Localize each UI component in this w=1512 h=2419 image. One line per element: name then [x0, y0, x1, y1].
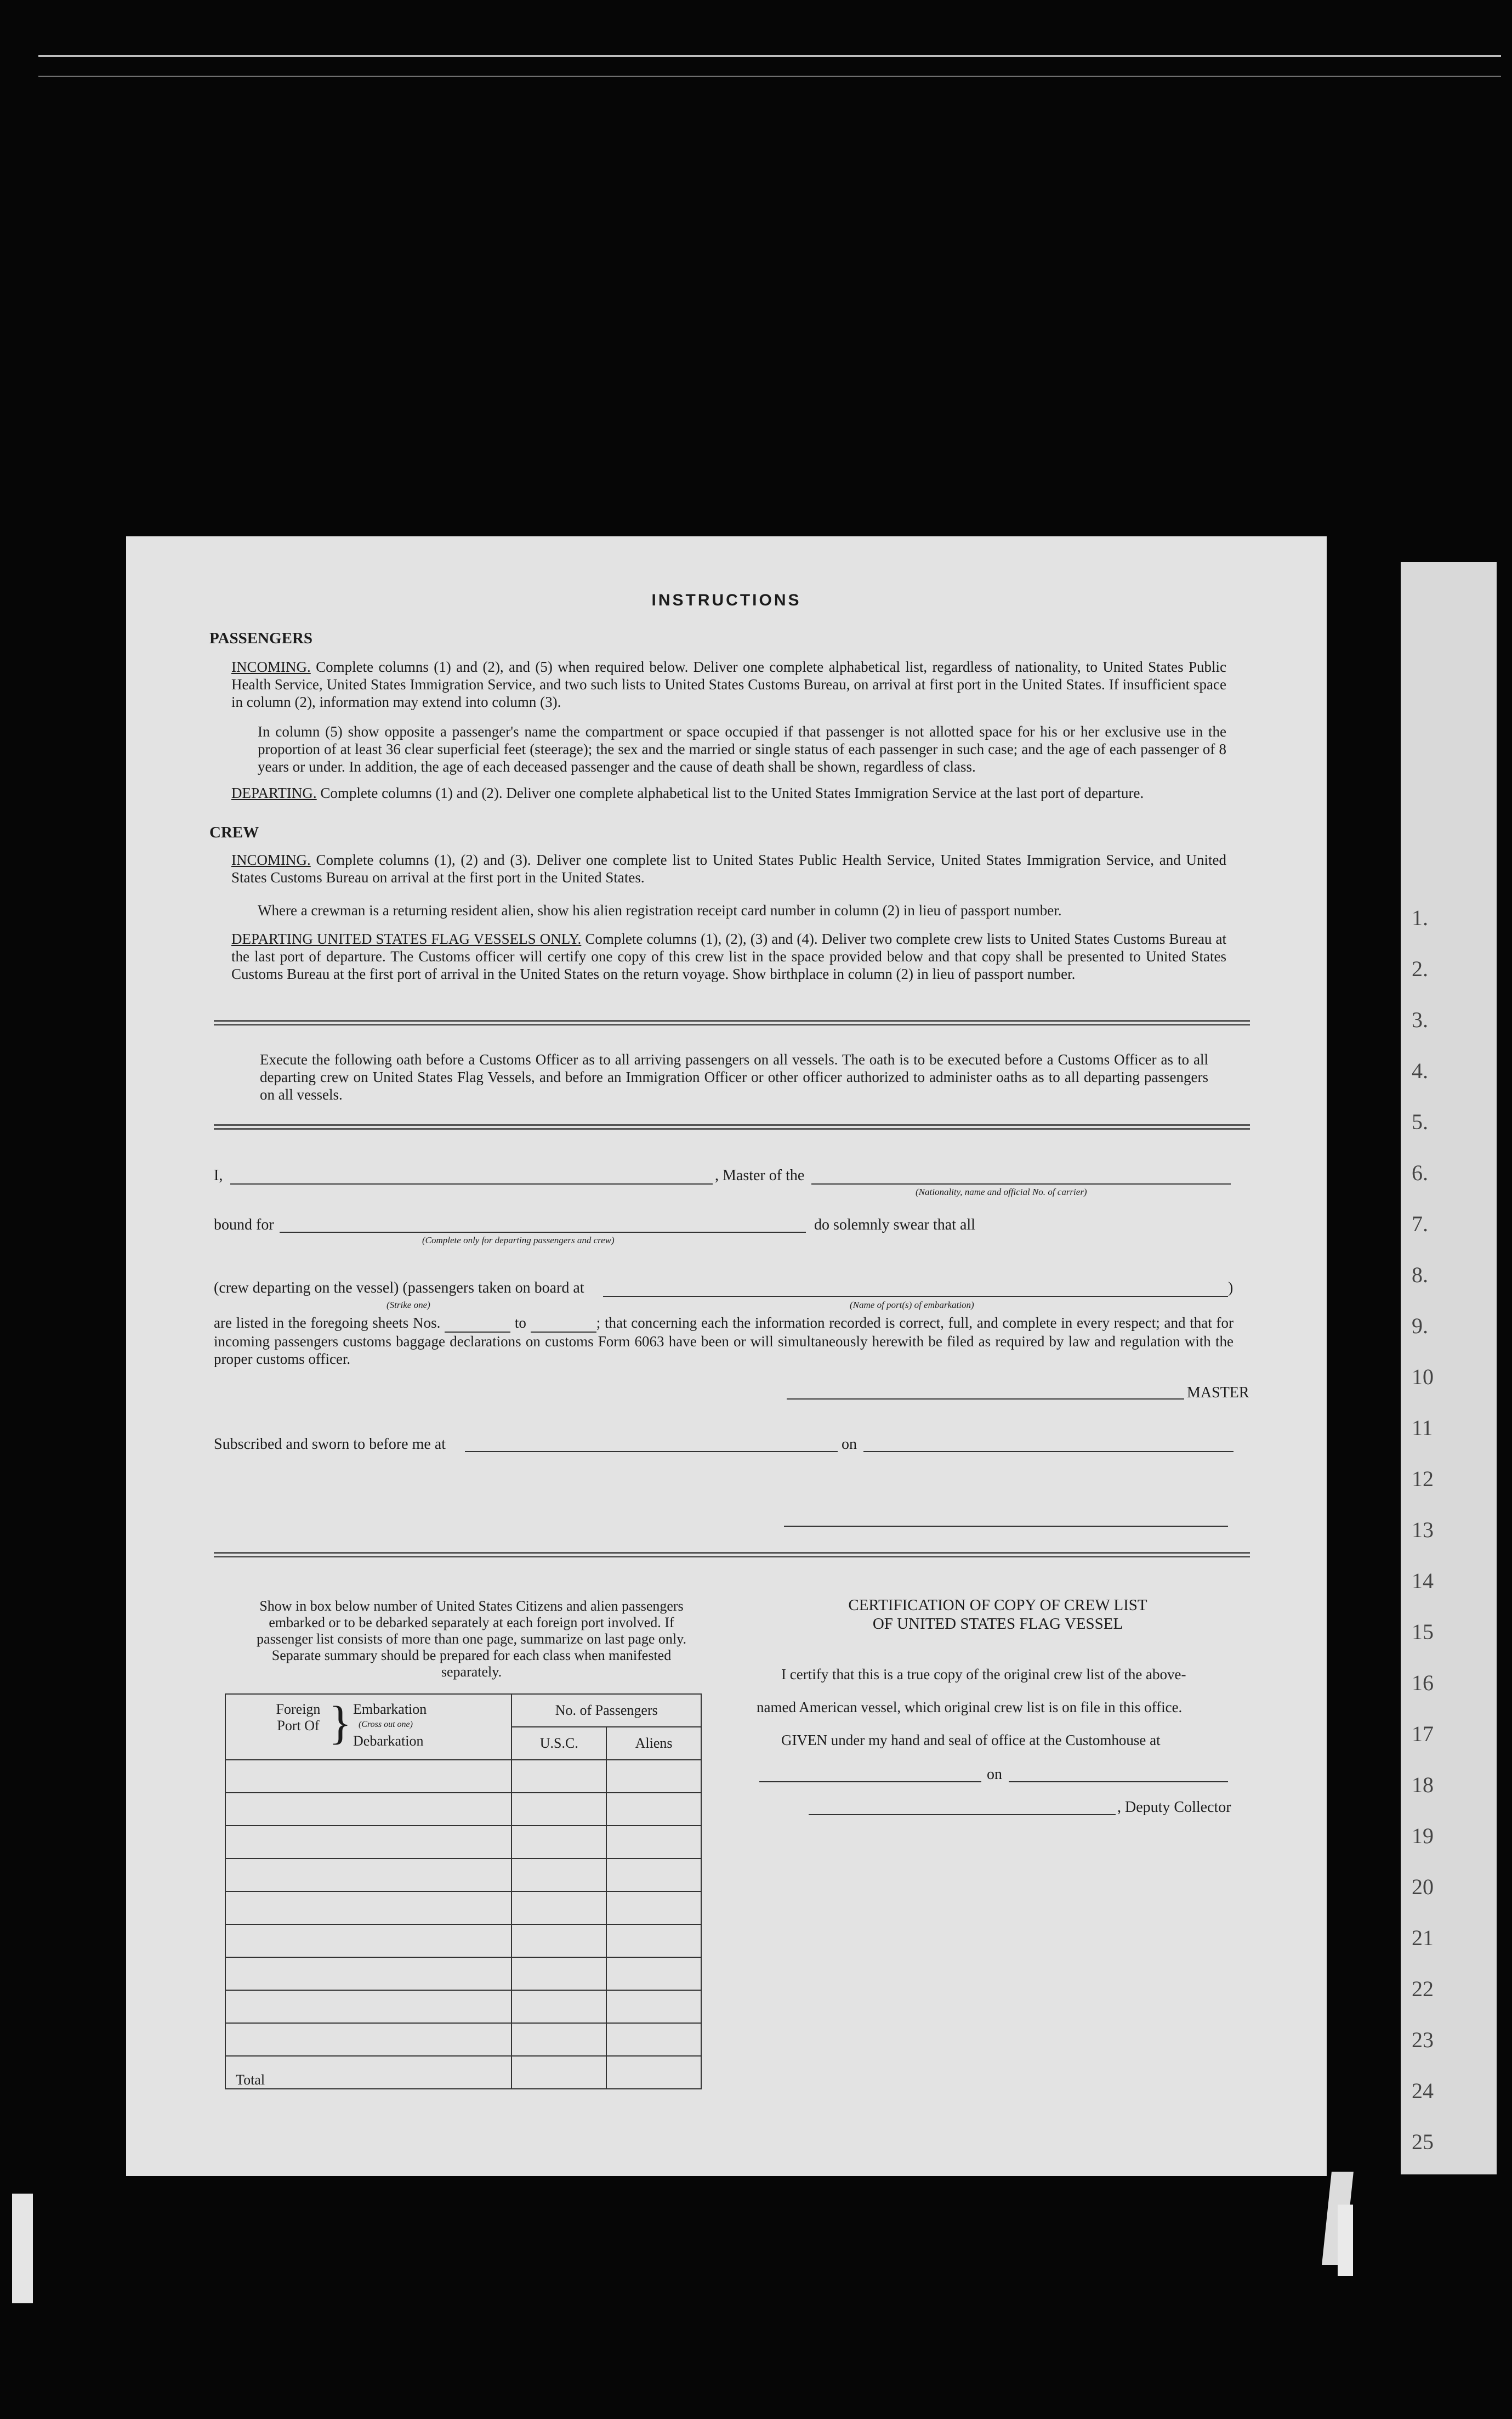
port-cell[interactable]	[225, 1793, 511, 1826]
vessel-field[interactable]	[811, 1183, 1231, 1185]
usc-cell[interactable]	[511, 2023, 606, 2056]
master-signature-field[interactable]	[787, 1398, 1184, 1400]
table-row	[225, 1793, 701, 1826]
side-line-number: 15	[1412, 1619, 1434, 1644]
usc-cell[interactable]	[511, 1793, 606, 1826]
side-line-number: 6.	[1412, 1160, 1428, 1185]
foreign-port-header: Foreign Port Of	[276, 1701, 321, 1733]
officer-signature-field[interactable]	[784, 1526, 1228, 1527]
certification-on-label: on	[987, 1766, 1002, 1783]
side-line-number: 22	[1412, 1976, 1434, 2001]
side-line-number: 1.	[1412, 905, 1428, 930]
crew-passengers-label: (crew departing on the vessel) (passengers taken on board at	[214, 1279, 584, 1296]
certification-line2: named American vessel, which original crew list is on file in this office.	[757, 1699, 1183, 1715]
port-cell[interactable]	[225, 1957, 511, 1990]
aliens-cell[interactable]	[606, 1924, 701, 1957]
side-line-number: 5.	[1412, 1109, 1428, 1134]
crossout-note: (Cross out one)	[359, 1720, 413, 1729]
passengers-incoming-label: INCOMING.	[231, 659, 311, 675]
side-line-number: 17	[1412, 1721, 1434, 1746]
embarkation-header: Embarkation	[353, 1701, 427, 1717]
table-row	[225, 1990, 701, 2023]
usc-cell[interactable]	[511, 1891, 606, 1924]
side-line-number: 16	[1412, 1670, 1434, 1695]
summary-instructions: Show in box below number of United States Citizens and alien passengers embarked or to be debarked separately at each foreign port involved. If passenger list consists of more than one page, summarize on last page only. Separate summary should be prepared for each class when manifested separately.	[257, 1598, 686, 1680]
side-line-number: 7.	[1412, 1211, 1428, 1236]
section-divider	[214, 1124, 1250, 1130]
close-paren: )	[1228, 1279, 1234, 1296]
usc-total-cell[interactable]	[511, 2056, 606, 2089]
master-label: MASTER	[1187, 1384, 1249, 1401]
passengers-departing-text: Complete columns (1) and (2). Deliver one complete alphabetical list to the United States Immigration Service at the last port of departure.	[320, 785, 1144, 801]
side-line-number: 9.	[1412, 1313, 1428, 1338]
crew-incoming-text: Complete columns (1), (2) and (3). Deliver one complete list to United States Public Health Service, United States Immigration Service, and United States Customs Bureau on arrival at the first port in the United States.	[231, 852, 1226, 886]
usc-cell[interactable]	[511, 1826, 606, 1859]
port-cell[interactable]	[225, 1859, 511, 1891]
passengers-departing	[231, 784, 1226, 802]
aliens-cell[interactable]	[606, 1760, 701, 1793]
bound-for-label: bound for	[214, 1216, 274, 1233]
table-row	[225, 1891, 701, 1924]
certification-line3: GIVEN under my hand and seal of office at the Customhouse at	[781, 1732, 1161, 1748]
sworn-on-label: on	[842, 1436, 857, 1453]
port-cell[interactable]	[225, 1891, 511, 1924]
deputy-collector-label: , Deputy Collector	[1117, 1799, 1231, 1816]
side-line-number: 24	[1412, 2078, 1434, 2103]
aliens-cell[interactable]	[606, 2023, 701, 2056]
side-line-number: 13	[1412, 1517, 1434, 1542]
side-line-number: 25	[1412, 2129, 1434, 2154]
aliens-total-cell[interactable]	[606, 2056, 701, 2089]
oath-statement-text: ; that concerning each the information recorded is correct, full, and complete in every respect; and that for incoming passengers customs baggage declarations on customs Form 6063 have been or will simultaneously herewith be filed as required by law and regulation with the proper customs officer.	[214, 1315, 1234, 1367]
side-line-number: 14	[1412, 1568, 1434, 1593]
certification-title-line2: OF UNITED STATES FLAG VESSEL	[872, 1615, 1123, 1633]
table-row	[225, 1957, 701, 1990]
adjacent-page-strip	[1401, 562, 1497, 2174]
table-row	[225, 1760, 701, 1793]
certification-title	[806, 1596, 1190, 1633]
passenger-summary-table	[225, 1693, 702, 2089]
side-line-number: 18	[1412, 1772, 1434, 1797]
side-line-number: 10	[1412, 1364, 1434, 1389]
crew-incoming-label: INCOMING.	[231, 852, 311, 868]
usc-cell[interactable]	[511, 1760, 606, 1793]
section-divider	[214, 1552, 1250, 1557]
sheets-label: are listed in the foregoing sheets Nos.	[214, 1315, 441, 1331]
table-row	[225, 1826, 701, 1859]
side-line-number: 4.	[1412, 1058, 1428, 1083]
page-edge	[12, 2194, 33, 2303]
oath-i-label: I,	[214, 1167, 223, 1184]
table-row	[225, 1859, 701, 1891]
film-top-rule	[38, 55, 1501, 57]
form-page	[126, 536, 1327, 2176]
embarkation-ports-field[interactable]	[603, 1296, 1228, 1297]
bound-for-field[interactable]	[280, 1232, 806, 1233]
aliens-cell[interactable]	[606, 1859, 701, 1891]
ports-caption: (Name of port(s) of embarkation)	[850, 1300, 974, 1310]
total-row	[225, 2056, 701, 2089]
customhouse-field[interactable]	[759, 1781, 981, 1782]
passengers-incoming-text: Complete columns (1) and (2), and (5) when required below. Deliver one complete alphabetical list, regardless of nationality, to United States Public Health Service, United States Immigration Service, and two such lists to United States Customs Bureau, on arrival at first port in the United States. If insufficient space in column (2), information may extend into column (3).	[231, 659, 1227, 710]
side-line-number: 8.	[1412, 1262, 1428, 1287]
bound-for-caption: (Complete only for departing passengers and crew)	[422, 1235, 615, 1245]
side-line-number: 11	[1412, 1415, 1433, 1440]
to-label: to	[514, 1315, 526, 1331]
aliens-cell[interactable]	[606, 1891, 701, 1924]
passengers-incoming	[231, 658, 1226, 711]
section-divider	[214, 1020, 1250, 1026]
side-line-number: 19	[1412, 1823, 1434, 1848]
port-cell[interactable]	[225, 1760, 511, 1793]
aliens-cell[interactable]	[606, 1990, 701, 2023]
film-top-rule-secondary	[38, 76, 1501, 77]
side-line-number: 2.	[1412, 956, 1428, 981]
deputy-signature-field[interactable]	[809, 1814, 1116, 1815]
sworn-date-field[interactable]	[863, 1451, 1234, 1452]
crew-departing-label: DEPARTING UNITED STATES FLAG VESSELS ONLY.	[231, 931, 582, 947]
master-name-field[interactable]	[230, 1183, 713, 1185]
aliens-cell[interactable]	[606, 1793, 701, 1826]
usc-cell[interactable]	[511, 1957, 606, 1990]
passengers-departing-label: DEPARTING.	[231, 785, 317, 801]
side-line-number: 20	[1412, 1874, 1434, 1899]
table-row	[225, 1924, 701, 1957]
aliens-cell[interactable]	[606, 1826, 701, 1859]
page-title: INSTRUCTIONS	[651, 591, 802, 609]
certification-date-field[interactable]	[1009, 1781, 1228, 1782]
crew-alien-text: Where a crewman is a returning resident alien, show his alien registration receipt card number in column (2) in lieu of passport number.	[258, 902, 1062, 919]
master-of-label: , Master of the	[715, 1167, 805, 1184]
total-label: Total	[225, 2056, 511, 2089]
aliens-header: Aliens	[606, 1727, 701, 1760]
port-header-cell	[225, 1694, 511, 1760]
oath-instructions: Execute the following oath before a Customs Officer as to all arriving passengers on all vessels. The oath is to be executed before a Customs Officer as to all departing crew on United States Flag Vessels, and before an Immigration Officer or other officer authorized to administer oaths as to all departing passengers on all vessels.	[260, 1051, 1208, 1103]
port-cell[interactable]	[225, 1924, 511, 1957]
oath-statement	[214, 1314, 1234, 1368]
debarkation-header: Debarkation	[353, 1733, 424, 1749]
usc-cell[interactable]	[511, 1859, 606, 1891]
usc-header: U.S.C.	[511, 1727, 606, 1760]
strike-caption: (Strike one)	[386, 1300, 430, 1310]
port-cell[interactable]	[225, 1990, 511, 2023]
swear-label: do solemnly swear that all	[814, 1216, 975, 1233]
port-cell[interactable]	[225, 2023, 511, 2056]
subscribed-label: Subscribed and sworn to before me at	[214, 1436, 446, 1453]
side-line-number: 12	[1412, 1466, 1434, 1491]
certification-title-line1: CERTIFICATION OF COPY OF CREW LIST	[848, 1596, 1147, 1614]
crew-departing	[231, 930, 1226, 983]
crew-heading: CREW	[209, 824, 259, 841]
table-row	[225, 2023, 701, 2056]
passengers-column5-text: In column (5) show opposite a passenger's name the compartment or space occupied if that passenger is not allotted space for his or her exclusive use in the proportion of at least 36 clear superficial feet (steerage); the sex and the married or single status of each passenger in such case; and the age of each passenger of 8 years or under. In addition, the age of each deceased passenger and the cause of death shall be shown, regardless of class.	[258, 723, 1226, 775]
crew-departing-text: Complete columns (1), (2), (3) and (4). Deliver two complete crew lists to United States Customs Bureau at the last port of departure. The Customs officer will certify one copy of this crew list in the space provided below and that copy shall be presented to United States Customs Bureau at the first port of arrival in the United States on the return voyage. Show birthplace in column (2) in lieu of passport number.	[231, 931, 1227, 982]
crew-incoming	[231, 851, 1226, 886]
side-line-number: 3.	[1412, 1007, 1428, 1032]
sworn-place-field[interactable]	[465, 1451, 838, 1452]
sheet-end-field[interactable]	[531, 1314, 596, 1333]
sheet-start-field[interactable]	[445, 1314, 510, 1333]
certification-line1: I certify that this is a true copy of the original crew list of the above-	[781, 1666, 1186, 1682]
passengers-header: No. of Passengers	[511, 1694, 701, 1727]
port-cell[interactable]	[225, 1826, 511, 1859]
page-edge	[1338, 2205, 1353, 2276]
brace-icon: }	[329, 1696, 352, 1749]
passengers-heading: PASSENGERS	[209, 630, 313, 647]
usc-cell[interactable]	[511, 1924, 606, 1957]
side-line-number: 21	[1412, 1925, 1434, 1950]
usc-cell[interactable]	[511, 1990, 606, 2023]
vessel-caption: (Nationality, name and official No. of carrier)	[916, 1187, 1087, 1197]
side-line-number: 23	[1412, 2027, 1434, 2052]
aliens-cell[interactable]	[606, 1957, 701, 1990]
